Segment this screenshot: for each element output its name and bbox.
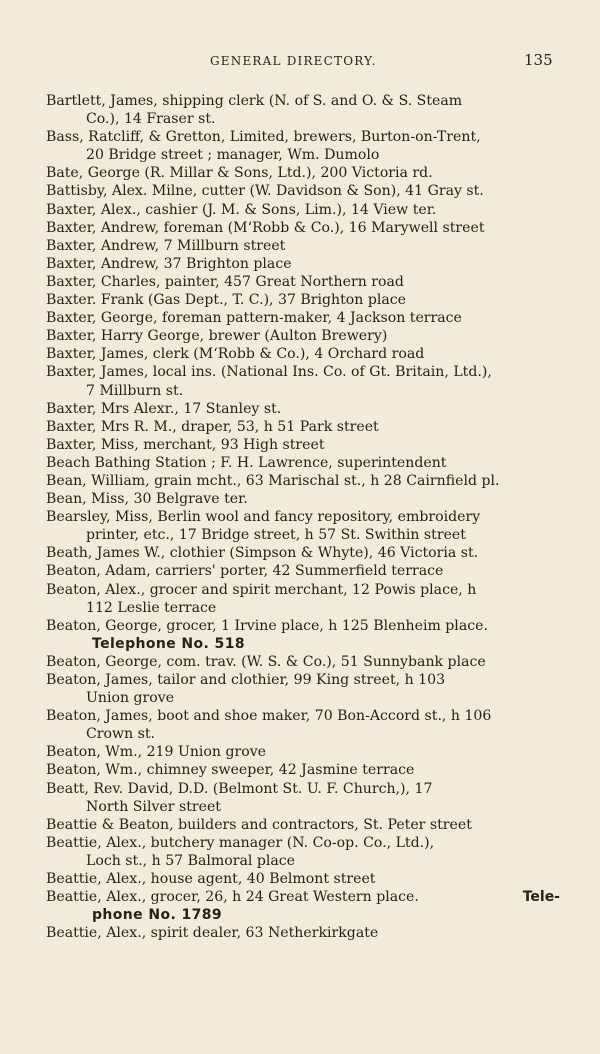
- page-header: [0, 51, 600, 74]
- entry-line: Bartlett, James, shipping clerk (N. of S. and O. & S. Steam: [46, 93, 463, 109]
- entry-line: Beaton, George, com. trav. (W. S. & Co.), 51 Sunnybank place: [46, 653, 486, 670]
- entry-line: Baxter, James, clerk (M‘Robb & Co.), 4 Orchard road: [46, 346, 425, 363]
- entry-line: Beattie, Alex., house agent, 40 Belmont street: [46, 871, 376, 888]
- entry-line: Baxter, Miss, merchant, 93 High street: [46, 436, 325, 453]
- entry-line: Baxter, Harry George, brewer (Aulton Brewery): [46, 328, 388, 345]
- entry-line: Baxter, Alex., cashier (J. M. & Sons, Lim.), 14 View ter.: [46, 201, 437, 218]
- entry-line: Baxter, Charles, painter, 457 Great Northern road: [46, 273, 404, 290]
- entry-line: printer, etc., 17 Bridge street, h 57 St. Swithin street: [86, 527, 466, 544]
- entry-line: Beath, James W., clothier (Simpson & Whyte), 46 Victoria st.: [46, 545, 479, 562]
- telephone-fragment: Tele-: [522, 889, 560, 906]
- entry-line: Crown st.: [86, 726, 156, 743]
- entry-line: Loch st., h 57 Balmoral place: [86, 852, 296, 869]
- entry-line: Baxter, Mrs R. M., draper, 53, h 51 Park street: [46, 418, 379, 435]
- entry-line: Baxter, Andrew, foreman (M‘Robb & Co.), 16 Marywell street: [46, 219, 485, 236]
- entry-line: Beaton, James, boot and shoe maker, 70 Bon-Accord st., h 106: [46, 708, 492, 725]
- entry-line: Battisby, Alex. Milne, cutter (W. Davidson & Son), 41 Gray st.: [46, 183, 484, 200]
- entry-line: 112 Leslie terrace: [86, 599, 217, 616]
- entry-line: Baxter, Andrew, 37 Brighton place: [46, 255, 292, 272]
- entry-line: Bass, Ratcliff, & Gretton, Limited, brewers, Burton-on-Trent,: [46, 129, 481, 146]
- entry-line: Beaton, George, grocer, 1 Irvine place, h 125 Blenheim place.: [46, 617, 488, 634]
- entry-line: Bearsley, Miss, Berlin wool and fancy repository, embroidery: [46, 509, 481, 526]
- entry-line: Baxter. Frank (Gas Dept., T. C.), 37 Brighton place: [46, 292, 407, 309]
- telephone-line: phone No. 1789: [92, 907, 223, 924]
- entry-line: Union grove: [86, 690, 175, 707]
- running-title: GENERAL DIRECTORY.: [210, 54, 377, 68]
- entry-line: Beaton, Adam, carriers' porter, 42 Summerfield terrace: [46, 563, 444, 580]
- entry-line: Baxter, Andrew, 7 Millburn street: [46, 237, 286, 254]
- entry-line: Beaton, Wm., chimney sweeper, 42 Jasmine terrace: [46, 762, 415, 779]
- entry-line: Beach Bathing Station ; F. H. Lawrence, superintendent: [46, 454, 447, 471]
- entry-line: Baxter, Mrs Alexr., 17 Stanley st.: [46, 400, 282, 417]
- entry-line: Beatt, Rev. David, D.D. (Belmont St. U. F. Church,), 17: [46, 780, 433, 797]
- entry-line: Beaton, James, tailor and clothier, 99 King street, h 103: [46, 672, 446, 688]
- entry-line: Bean, Miss, 30 Belgrave ter.: [46, 491, 248, 508]
- entry-line: Co.), 14 Fraser st.: [86, 111, 216, 128]
- entry-text: Beattie, Alex., grocer, 26, h 24 Great Western place.: [46, 889, 419, 906]
- entry-line: Beattie, Alex., spirit dealer, 63 Netherkirkgate: [46, 925, 379, 942]
- entry-line: Bate, George (R. Millar & Sons, Ltd.), 200 Victoria rd.: [46, 165, 433, 182]
- entry-line: Beattie, Alex., butchery manager (N. Co-op. Co., Ltd.),: [46, 834, 435, 851]
- entry-line: Baxter, George, foreman pattern-maker, 4 Jackson terrace: [46, 310, 462, 327]
- entry-line: [46, 888, 560, 906]
- entry-line: North Silver street: [86, 798, 221, 815]
- page-number: 135: [524, 51, 553, 69]
- entry-line: 7 Millburn st.: [86, 382, 184, 399]
- entry-line: Beattie & Beaton, builders and contractors, St. Peter street: [46, 816, 472, 833]
- entry-line: Baxter, James, local ins. (National Ins. Co. of Gt. Britain, Ltd.),: [46, 364, 492, 381]
- entry-line: Bean, William, grain mcht., 63 Marischal st., h 28 Cairnfield pl.: [46, 472, 500, 489]
- entry-line: Beaton, Wm., 219 Union grove: [46, 744, 267, 761]
- entry-line: Beaton, Alex., grocer and spirit merchant, 12 Powis place, h: [46, 581, 477, 598]
- telephone-line: Telephone No. 518: [92, 635, 245, 652]
- entry-line: 20 Bridge street ; manager, Wm. Dumolo: [86, 147, 380, 164]
- directory-entries: [46, 92, 560, 942]
